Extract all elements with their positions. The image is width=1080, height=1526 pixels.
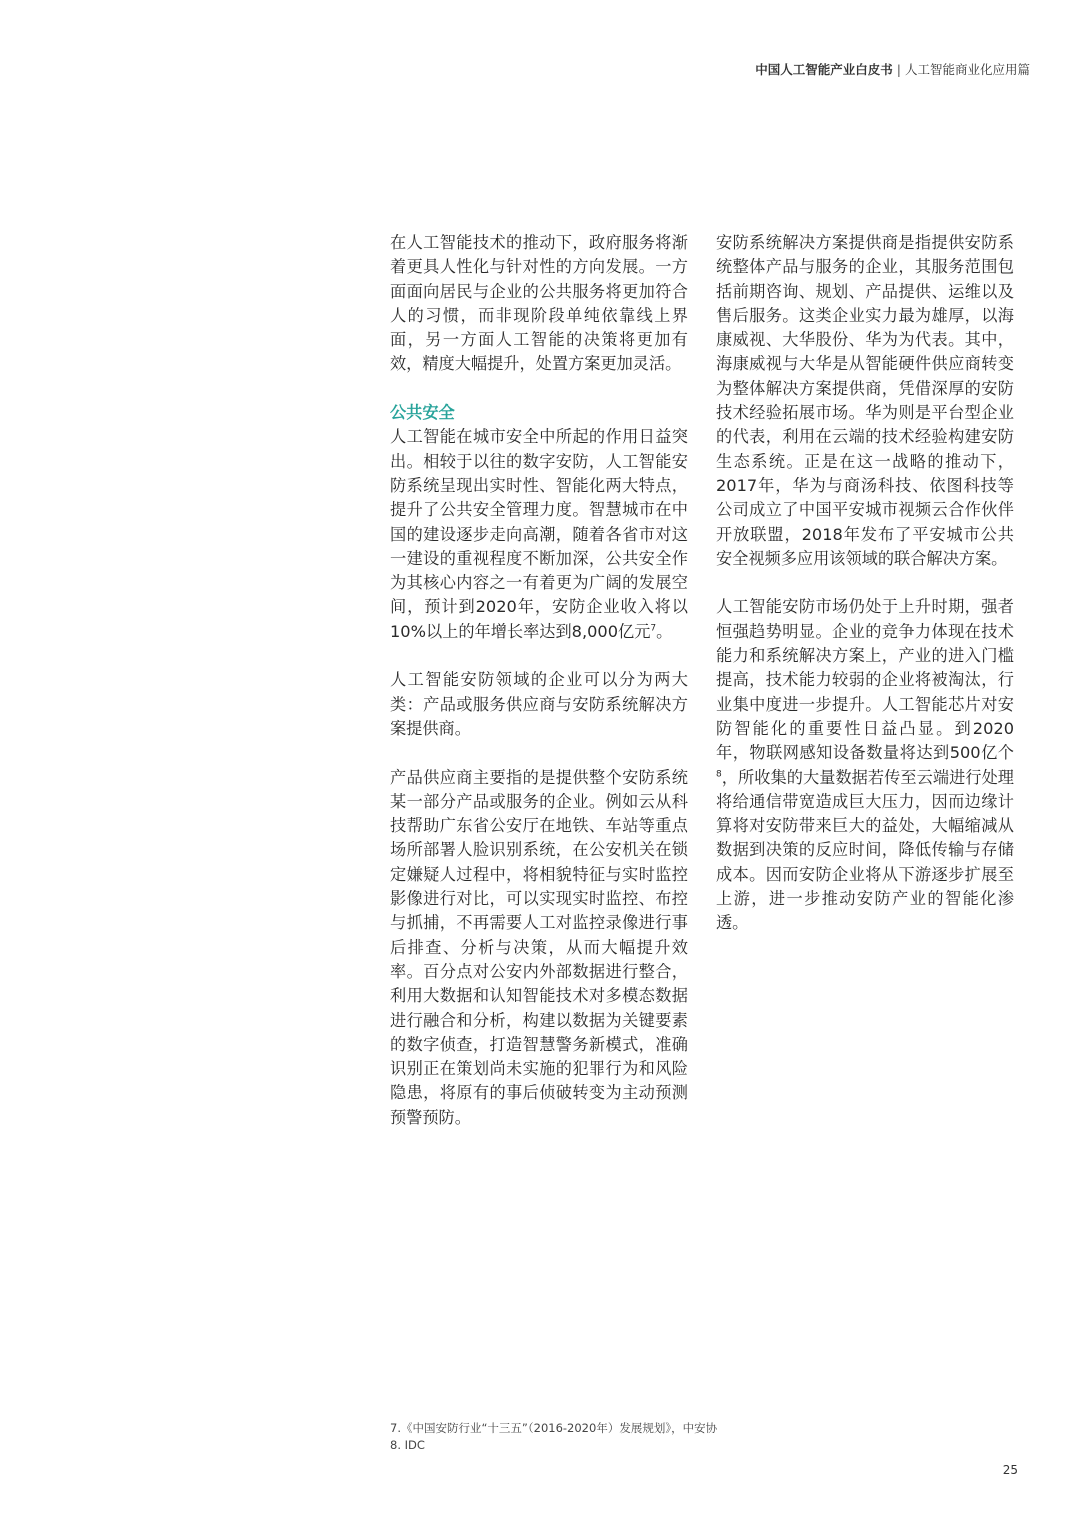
right-paragraph-2-text: 人工智能安防市场仍处于上升时期，强者恒强趋势明显。企业的竞争力体现在技术能力和系统解决方案上，产业的进入门槛提高，技术能力较弱的企业将被淘汰，行业集中度进一步提升。人工智能芯片对安防智能化的重要性日益凸显。到2020年，物联网感知设备数量将达到500亿个	[716, 597, 1014, 763]
left-paragraph-4: 产品供应商主要指的是提供整个安防系统某一部分产品或服务的企业。例如云从科技帮助广东省公安厅在地铁、车站等重点场所部署人脸识别系统，在公安机关在锁定嫌疑人过程中，将相貌特征与实时监控影像进行对比，可以实现实时监控、布控与抓捕，不再需要人工对监控录像进行事后排查、分析与决策，从而大幅提升效率。百分点对公安内外部数据进行整合，利用大数据和认知智能技术对多模态数据进行融合和分析，构建以数据为关键要素的数字侦查，打造智慧警务新模式，准确识别正在策划尚未实施的犯罪行为和风险隐患，将原有的事后侦破转变为主动预测预警预防。	[390, 767, 688, 1127]
right-paragraph-2-end: ，所收集的大量数据若传至云端进行处理将给通信带宽造成巨大压力，因而边缘计算将对安防带来巨大的益处，大幅缩减从数据到决策的反应时间，降低传输与存储成本。因而安防企业将从下游逐步扩展至上游，进一步推动安防产业的智能化渗透。	[716, 767, 1014, 933]
left-paragraph-2-end: 。	[656, 621, 673, 641]
section-heading-public-safety: 公共安全	[390, 403, 455, 423]
right-paragraph-1: 安防系统解决方案提供商是指提供安防系统整体产品与服务的企业，其服务范围包括前期咨询、规划、产品提供、运维以及售后服务。这类企业实力最为雄厚，以海康威视、大华股份、华为为代表。其中，海康威视与大华是从智能硬件供应商转变为整体解决方案提供商，凭借深厚的安防技术经验拓展市场。华为则是平台型企业的代表，利用在云端的技术经验构建安防生态系统。正是在这一战略的推动下，2017年，华为与商汤科技、依图科技等公司成立了中国平安城市视频云合作伙伴开放联盟，2018年发布了平安城市公共安全视频多应用该领域的联合解决方案。	[716, 233, 1014, 568]
footnotes	[390, 1420, 717, 1453]
header-title: 中国人工智能产业白皮书	[755, 62, 893, 77]
footnote-7: 7.《中国安防行业“十三五”（2016-2020年）发展规划》，中安协	[390, 1421, 718, 1435]
footnote-ref-7: 7	[650, 623, 657, 634]
page-number: 25	[1002, 1463, 1018, 1477]
running-header	[755, 60, 1030, 78]
left-paragraph-2	[390, 425, 688, 644]
left-paragraph-1: 在人工智能技术的推动下，政府服务将渐着更具人性化与针对性的方向发展。一方面面向居民与企业的公共服务将更加符合人的习惯，而非现阶段单纯依靠线上界面，另一方面人工智能的决策将更加有效，精度大幅提升，处置方案更加灵活。	[390, 233, 688, 374]
left-column	[390, 231, 688, 1154]
right-paragraph-2	[716, 595, 1014, 935]
left-paragraph-2-text: 人工智能在城市安全中所起的作用日益突出。相较于以往的数字安防，人工智能安防系统呈现出实时性、智能化两大特点，提升了公共安全管理力度。智慧城市在中国的建设逐步走向高潮，随着各省市对这一建设的重视程度不断加深，公共安全作为其核心内容之一有着更为广阔的发展空间，预计到2020年，安防企业收入将以10%以上的年增长率达到8,000亿元	[390, 427, 688, 641]
header-separator: |	[896, 62, 901, 77]
footnote-ref-8: 8	[716, 769, 722, 780]
right-column	[716, 231, 1014, 960]
header-subtitle: 人工智能商业化应用篇	[904, 62, 1030, 77]
left-paragraph-3: 人工智能安防领域的企业可以分为两大类：产品或服务供应商与安防系统解决方案提供商。	[390, 670, 688, 738]
footnote-8: 8. IDC	[390, 1437, 425, 1452]
